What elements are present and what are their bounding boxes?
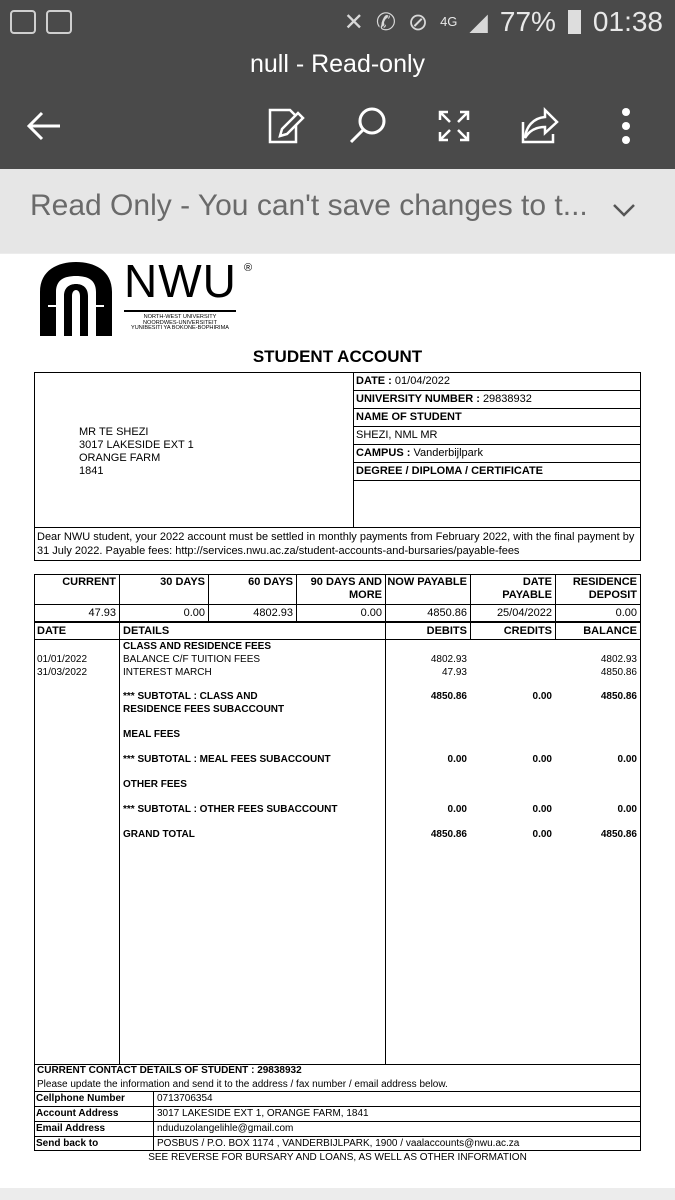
aging-value: 0.00 — [183, 607, 205, 619]
search-icon — [344, 102, 392, 150]
aging-value: 0.00 — [360, 607, 382, 619]
expand-icon — [430, 102, 478, 150]
contact-value: nduduzolangelihle@gmail.com — [153, 1122, 293, 1136]
signal-icon: ◢ — [469, 8, 488, 36]
contact-label: Cellphone Number — [36, 1093, 125, 1104]
settings-notification-icon — [10, 10, 36, 34]
transaction-balance: 0.00 — [617, 754, 637, 765]
contact-heading — [37, 1065, 302, 1076]
transaction-credit: 0.00 — [532, 829, 552, 840]
student-name-value: SHEZI, NML MR — [356, 429, 438, 441]
degree-label: DEGREE / DIPLOMA / CERTIFICATE — [356, 465, 544, 477]
transaction-balance: 4850.86 — [600, 691, 637, 702]
transaction-date: 01/01/2022 — [37, 654, 88, 665]
logo-subtitle-line: NOORDWES-UNIVERSITEIT — [143, 319, 217, 326]
search-button[interactable] — [344, 102, 392, 150]
read-only-message: Read Only - You can't save changes to t... — [30, 189, 588, 222]
do-not-disturb-icon: ⊘ — [407, 8, 429, 36]
network-type: 4G — [440, 14, 458, 29]
registered-mark: ® — [244, 262, 253, 274]
document-title: null - Read-only — [249, 50, 426, 78]
student-name-value-row — [353, 427, 641, 445]
read-only-banner[interactable] — [0, 169, 675, 253]
transaction-debit: 4850.86 — [430, 829, 467, 840]
university-number-value: 29838932 — [482, 393, 532, 405]
student-name-label: NAME OF STUDENT — [356, 411, 462, 423]
transaction-details: BALANCE C/F TUITION FEES — [123, 654, 261, 665]
contact-heading-label: CURRENT CONTACT DETAILS OF STUDENT : — [37, 1065, 255, 1076]
contact-value: 0713706354 — [153, 1092, 213, 1106]
transaction-balance: 4802.93 — [600, 654, 637, 665]
transaction-credit: 0.00 — [532, 754, 552, 765]
footer-note: SEE REVERSE FOR BURSARY AND LOANS, AS WELL AS OTHER INFORMATION — [148, 1152, 527, 1163]
contact-instruction: Please update the information and send it to the address / fax number / email address below. — [37, 1079, 448, 1090]
payment-notice: Dear NWU student, your 2022 account must be settled in monthly payments from February 2022, with the final payment by 31 July 2022. Payable fees: http://services.nwu.ac.za/student-accounts-and-bursaries/payable-fees — [37, 531, 635, 557]
logo-subtitle — [124, 310, 236, 332]
address-line: 1841 — [79, 465, 104, 477]
column-details: DETAILS — [123, 625, 170, 637]
nwu-logo-mark-icon — [38, 262, 114, 336]
column-debits: DEBITS — [426, 625, 467, 637]
edit-button[interactable] — [260, 102, 308, 150]
document-page — [0, 254, 675, 1188]
contact-row-email — [34, 1122, 641, 1137]
aging-header: 30 DAYS — [160, 576, 205, 588]
date-value: 01/04/2022 — [394, 375, 450, 387]
contact-row-cellphone — [34, 1092, 641, 1107]
column-balance: BALANCE — [583, 625, 637, 637]
call-icon: ✆ — [375, 8, 396, 36]
contact-label: Email Address — [36, 1123, 106, 1134]
transaction-details: OTHER FEES — [123, 779, 187, 790]
edit-icon — [260, 102, 308, 150]
transaction-debit: 0.00 — [447, 754, 467, 765]
aging-header: 60 DAYS — [248, 576, 293, 588]
more-options-button[interactable] — [602, 102, 650, 150]
transaction-details: GRAND TOTAL — [123, 829, 195, 840]
address-line: MR TE SHEZI — [79, 426, 149, 438]
address-line: ORANGE FARM — [79, 452, 161, 464]
aging-header: CURRENT — [62, 576, 116, 588]
logo-subtitle-line: NORTH-WEST UNIVERSITY — [143, 314, 217, 320]
transaction-details: CLASS AND RESIDENCE FEES — [123, 641, 271, 652]
column-date: DATE — [37, 625, 67, 637]
campus-value: Vanderbijlpark — [413, 447, 483, 459]
battery-icon — [568, 10, 581, 34]
share-icon — [515, 102, 563, 150]
transaction-details: *** SUBTOTAL : MEAL FEES SUBACCOUNT — [123, 754, 331, 765]
contact-heading-number: 29838932 — [257, 1065, 302, 1076]
transaction-credit: 0.00 — [532, 691, 552, 702]
contact-label: Send back to — [36, 1138, 99, 1149]
contact-value: POSBUS / P.O. BOX 1174 , VANDERBIJLPARK, 1900 / vaalaccounts@nwu.ac.za — [153, 1137, 519, 1151]
transactions-table — [34, 622, 641, 1065]
contact-label: Account Address — [36, 1108, 119, 1119]
campus — [353, 445, 641, 463]
contact-value: 3017 LAKESIDE EXT 1, ORANGE FARM, 1841 — [153, 1107, 369, 1121]
transaction-details: MEAL FEES — [123, 729, 181, 740]
university-number — [353, 391, 641, 409]
transaction-debit: 4850.86 — [430, 691, 467, 702]
transaction-details: *** SUBTOTAL : OTHER FEES SUBACCOUNT — [123, 804, 338, 815]
transaction-balance: 4850.86 — [600, 667, 637, 678]
transaction-debit: 0.00 — [447, 804, 467, 815]
date-label: DATE : — [356, 375, 392, 387]
transaction-balance: 4850.86 — [600, 829, 637, 840]
app-toolbar — [0, 44, 675, 169]
campus-label: CAMPUS : — [356, 447, 411, 459]
transaction-details: *** SUBTOTAL : CLASS AND RESIDENCE FEES SUBACCOUNT — [123, 691, 285, 715]
contact-row-send-back — [34, 1137, 641, 1152]
nwu-wordmark: NWU — [124, 255, 237, 307]
more-vertical-icon — [602, 102, 650, 150]
mute-icon: ✕ — [343, 8, 364, 36]
address-line: 3017 LAKESIDE EXT 1 — [79, 439, 194, 451]
aging-header: RESIDENCE DEPOSIT — [572, 576, 637, 601]
clock: 01:38 — [592, 6, 663, 37]
transaction-details: INTEREST MARCH — [123, 667, 212, 678]
status-bar — [0, 0, 675, 44]
transaction-debit: 47.93 — [441, 667, 467, 678]
aging-value: 25/04/2022 — [496, 607, 552, 619]
chevron-down-icon[interactable] — [611, 197, 637, 223]
transaction-balance: 0.00 — [617, 804, 637, 815]
back-arrow-icon — [20, 102, 68, 150]
aging-value: 47.93 — [88, 607, 116, 619]
aging-value: 4802.93 — [253, 607, 293, 619]
logo-subtitle-line: YUNIBESITI YA BOKONE-BOPHIRIMA — [130, 325, 229, 332]
aging-value: 4850.86 — [427, 607, 467, 619]
aging-header: NOW PAYABLE — [387, 576, 467, 588]
degree-label-row — [353, 463, 641, 481]
battery-percent: 77% — [499, 6, 556, 37]
contact-row-address — [34, 1107, 641, 1122]
student-name-label-row — [353, 409, 641, 427]
aging-header: DATE PAYABLE — [502, 576, 552, 601]
aging-value: 0.00 — [615, 607, 637, 619]
transaction-date: 31/03/2022 — [37, 667, 88, 678]
share-button[interactable] — [515, 102, 563, 150]
transaction-debit: 4802.93 — [430, 654, 467, 665]
aging-header: 90 DAYS AND MORE — [310, 576, 382, 601]
cleanup-notification-icon — [46, 10, 72, 34]
statement-title: STUDENT ACCOUNT — [252, 347, 423, 366]
statement-date — [353, 373, 641, 391]
transaction-credit: 0.00 — [532, 804, 552, 815]
back-button[interactable] — [20, 102, 68, 150]
fullscreen-button[interactable] — [430, 102, 478, 150]
mailing-address — [79, 426, 194, 478]
university-number-label: UNIVERSITY NUMBER : — [356, 393, 480, 405]
column-credits: CREDITS — [503, 625, 552, 637]
